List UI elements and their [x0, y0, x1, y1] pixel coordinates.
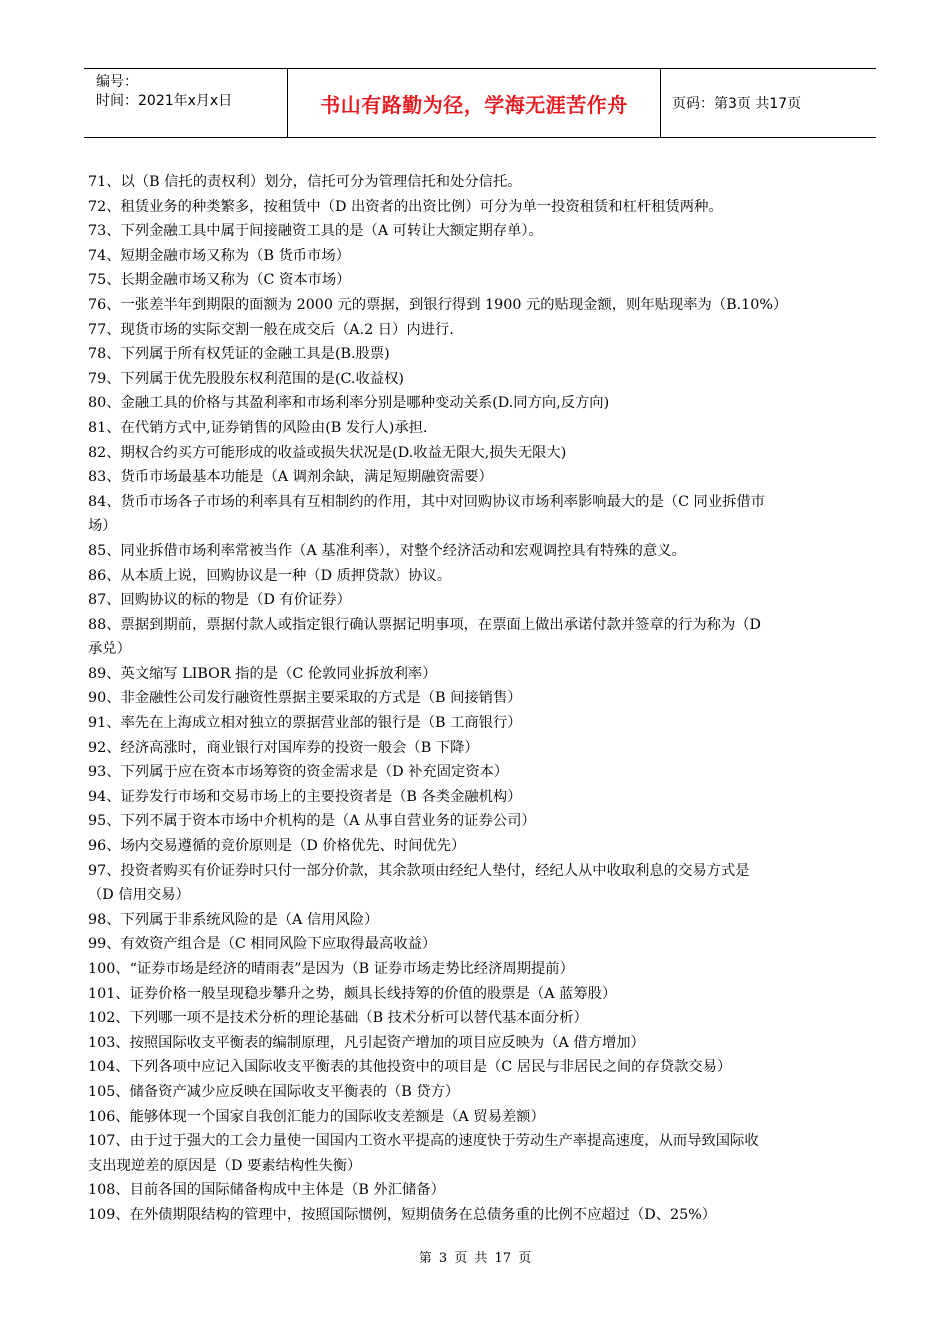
question-line: 108、目前各国的国际储备构成中主体是（B 外汇储备）	[88, 1182, 445, 1199]
question-line: （D 信用交易）	[88, 887, 190, 904]
question-line: 78、下列属于所有权凭证的金融工具是(B.股票)	[88, 346, 390, 363]
question-line: 88、票据到期前，票据付款人或指定银行确认票据记明事项，在票面上做出承诺付款并签章的行为称为（D	[88, 616, 762, 633]
question-line: 103、按照国际收支平衡表的编制原理，凡引起资产增加的项目应反映为（A 借方增加）	[88, 1034, 645, 1051]
question-line: 场）	[88, 518, 117, 535]
question-line: 91、率先在上海成立相对独立的票据营业部的银行是（B 工商银行）	[88, 715, 522, 732]
question-line: 89、英文缩写 LIBOR 指的是（C 伦敦同业拆放利率）	[88, 665, 437, 682]
question-line: 72、租赁业务的种类繁多，按租赁中（D 出资者的出资比例）可分为单一投资租赁和杠杆租赁两种。	[88, 198, 723, 215]
header-page-label	[672, 69, 801, 137]
question-line: 82、期权合约买方可能形成的收益或损失状况是(D.收益无限大,损失无限大)	[88, 444, 567, 461]
question-line: 97、投资者购买有价证券时只付一部分价款，其余款项由经纪人垫付，经纪人从中收取利息的交易方式是	[88, 862, 750, 879]
question-line: 73、下列金融工具中属于间接融资工具的是（A 可转让大额定期存单）。	[88, 223, 543, 240]
question-line: 94、证券发行市场和交易市场上的主要投资者是（B 各类金融机构）	[88, 788, 522, 805]
question-line: 支出现逆差的原因是（D 要素结构性失衡）	[88, 1157, 362, 1174]
question-line: 83、货币市场最基本功能是（A 调剂余缺，满足短期融资需要）	[88, 469, 493, 486]
question-line: 101、证券价格一般呈现稳步攀升之势，颇具长线持筹的价值的股票是（A 蓝筹股）	[88, 985, 617, 1002]
question-line: 92、经济高涨时，商业银行对国库券的投资一般会（B 下降）	[88, 739, 479, 756]
question-line: 承兑）	[88, 641, 131, 658]
question-line: 93、下列属于应在资本市场筹资的资金需求是（D 补充固定资本）	[88, 764, 509, 781]
question-line: 86、从本质上说，回购协议是一种（D 质押贷款）协议。	[88, 567, 452, 584]
question-line: 80、金融工具的价格与其盈利率和市场利率分别是哪种变动关系(D.同方向,反方向)	[88, 395, 610, 412]
question-line: 84、货币市场各子市场的利率具有互相制约的作用，其中对回购协议市场利率影响最大的是（C 同业拆借市	[88, 493, 766, 510]
time-label: 时间：2021年x月x日	[96, 93, 233, 109]
question-line: 98、下列属于非系统风险的是（A 信用风险）	[88, 911, 379, 928]
question-line: 85、同业拆借市场利率常被当作（A 基准利率），对整个经济活动和宏观调控具有特殊的意义。	[88, 542, 686, 559]
question-line: 96、场内交易遵循的竞价原则是（D 价格优先、时间优先）	[88, 838, 466, 855]
question-line: 76、一张差半年到期限的面额为 2000 元的票据，到银行得到 1900 元的贴现金额，则年贴现率为（B.10%）	[88, 296, 788, 313]
page-number-text: 页码：第3页 共17页	[672, 96, 802, 112]
question-line: 71、以（B 信托的责权利）划分，信托可分为管理信托和处分信托。	[88, 174, 522, 190]
question-line: 87、回购协议的标的物是（D 有价证券）	[88, 592, 351, 609]
question-line: 99、有效资产组合是（C 相同风险下应取得最高收益）	[88, 936, 437, 953]
question-line: 109、在外债期限结构的管理中，按照国际惯例，短期债务在总债务重的比例不应超过（D、25%）	[88, 1206, 717, 1223]
header-meta	[96, 73, 232, 111]
question-line: 107、由于过于强大的工会力量使一国国内工资水平提高的速度快于劳动生产率提高速度，从而导致国际收	[88, 1133, 759, 1150]
question-line: 77、现货市场的实际交割一般在成交后（A.2 日）内进行.	[88, 321, 454, 338]
question-list	[88, 170, 878, 1228]
question-line: 81、在代销方式中,证券销售的风险由(B 发行人)承担.	[88, 419, 428, 436]
header-motto	[287, 69, 661, 137]
question-line: 104、下列各项中应记入国际收支平衡表的其他投资中的项目是（C 居民与非居民之间的存贷款交易）	[88, 1059, 732, 1076]
question-line: 100、“证券市场是经济的晴雨表”是因为（B 证券市场走势比经济周期提前）	[88, 961, 574, 977]
page-footer: 第 3 页 共 17 页	[418, 1251, 532, 1266]
question-line: 74、短期金融市场又称为（B 货币市场）	[88, 247, 350, 264]
page-header	[84, 68, 876, 138]
motto-text: 书山有路勤为径，学海无涯苦作舟	[320, 92, 628, 117]
question-line: 90、非金融性公司发行融资性票据主要采取的方式是（B 间接销售）	[88, 690, 522, 707]
serial-label: 编号：	[96, 74, 138, 90]
question-line: 95、下列不属于资本市场中介机构的是（A 从事自营业务的证券公司）	[88, 813, 536, 830]
question-line: 105、储备资产减少应反映在国际收支平衡表的（B 贷方）	[88, 1083, 460, 1100]
question-line: 79、下列属于优先股股东权利范围的是(C.收益权)	[88, 370, 404, 387]
question-line: 102、下列哪一项不是技术分析的理论基础（B 技术分析可以替代基本面分析）	[88, 1010, 588, 1027]
question-line: 106、能够体现一个国家自我创汇能力的国际收支差额是（A 贸易差额）	[88, 1108, 545, 1125]
question-line: 75、长期金融市场又称为（C 资本市场）	[88, 272, 351, 289]
